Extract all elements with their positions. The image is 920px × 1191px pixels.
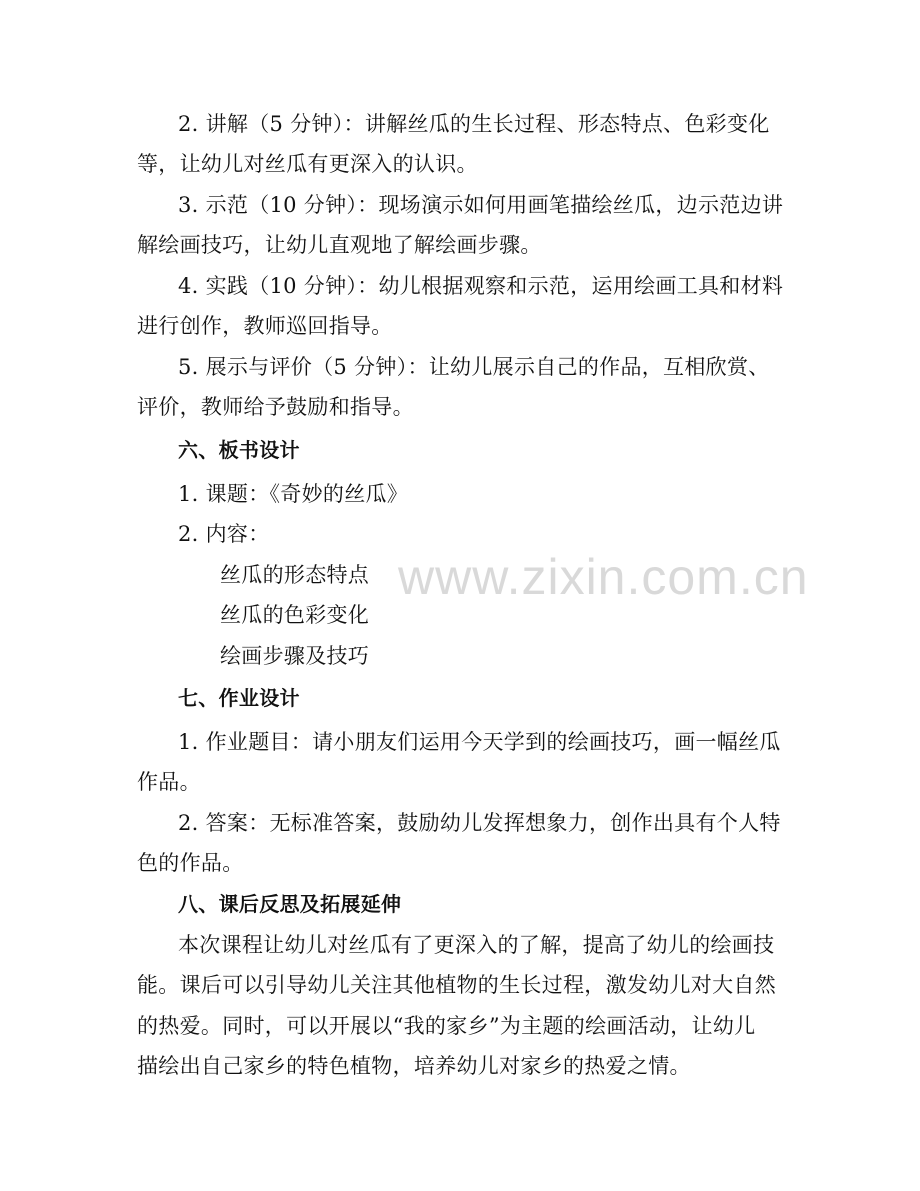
paragraph-line: 进行创作，教师巡回指导。: [137, 314, 393, 338]
paragraph-line: 3. 示范（10 分钟）：现场演示如何用画笔描绘丝瓜，边示范边讲: [178, 193, 784, 217]
paragraph-line: 色的作品。: [137, 851, 244, 875]
paragraph-line: 作品。: [137, 770, 201, 794]
paragraph-line: 描绘出自己家乡的特色植物，培养幼儿对家乡的热爱之情。: [137, 1054, 691, 1078]
list-item: 2. 内容：: [178, 522, 270, 546]
paragraph-line: 本次课程让幼儿对丝瓜有了更深入的了解，提高了幼儿的绘画技: [178, 933, 775, 957]
content-item: 丝瓜的形态特点: [220, 563, 370, 587]
paragraph-line: 2. 答案：无标准答案，鼓励幼儿发挥想象力，创作出具有个人特: [178, 811, 781, 835]
section-heading-6: 六、板书设计: [178, 438, 300, 462]
paragraph-line: 能。课后可以引导幼儿关注其他植物的生长过程，激发幼儿对大自然: [137, 973, 776, 997]
paragraph-line: 5. 展示与评价（5 分钟）：让幼儿展示自己的作品，互相欣赏、: [178, 355, 770, 379]
paragraph-line: 的热爱。同时，可以开展以“我的家乡”为主题的绘画活动，让幼儿: [137, 1014, 756, 1038]
section-heading-8: 八、课后反思及拓展延伸: [178, 892, 402, 916]
paragraph-line: 解绘画技巧，让幼儿直观地了解绘画步骤。: [137, 233, 542, 257]
watermark: www.zixin.com.cn: [398, 549, 809, 605]
content-item: 丝瓜的色彩变化: [220, 603, 370, 627]
content-item: 绘画步骤及技巧: [220, 644, 370, 668]
list-item: 1. 课题：《奇妙的丝瓜》: [178, 482, 409, 506]
paragraph-line: 1. 作业题目：请小朋友们运用今天学到的绘画技巧，画一幅丝瓜: [178, 730, 781, 754]
paragraph-line: 2. 讲解（5 分钟）：讲解丝瓜的生长过程、形态特点、色彩变化: [178, 112, 770, 136]
paragraph-line: 评价，教师给予鼓励和指导。: [137, 395, 414, 419]
paragraph-line: 4. 实践（10 分钟）：幼儿根据观察和示范，运用绘画工具和材料: [178, 274, 784, 298]
paragraph-line: 等，让幼儿对丝瓜有更深入的认识。: [137, 152, 478, 176]
section-heading-7: 七、作业设计: [178, 686, 300, 710]
